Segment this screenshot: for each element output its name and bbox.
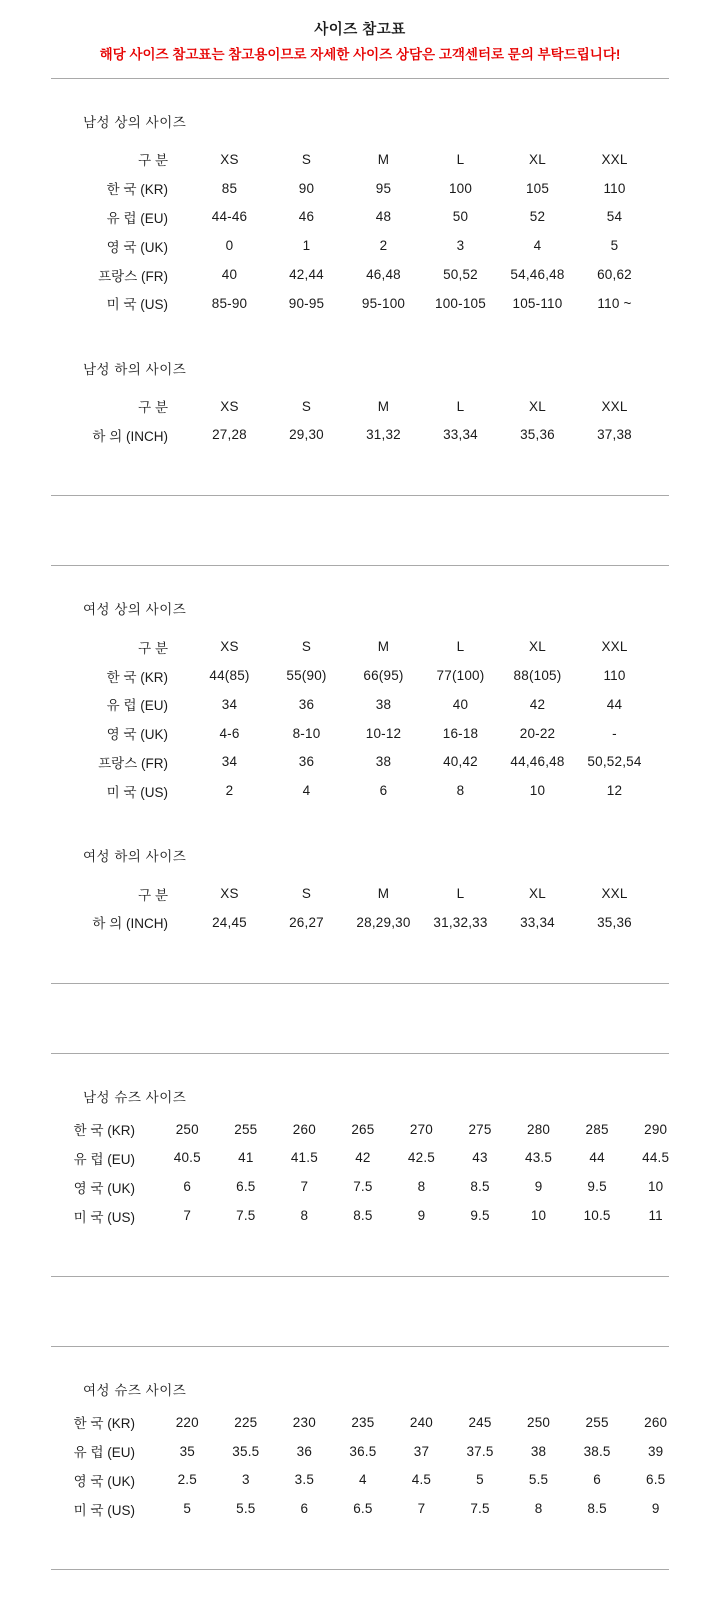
cell-value: 10 — [647, 1179, 664, 1195]
size-column-header: S — [301, 151, 312, 167]
cell-value: 42 — [355, 1150, 371, 1166]
cell-value: 5.5 — [528, 1472, 549, 1488]
section-men-tops — [51, 79, 669, 318]
cell-value: 77(100) — [436, 668, 485, 684]
cell-value: 105 — [525, 180, 550, 196]
cell-value: 34 — [221, 754, 238, 770]
table-row — [51, 719, 653, 748]
size-column-header: XS — [220, 151, 239, 167]
cell-value: 36 — [298, 696, 315, 712]
cell-value: 230 — [292, 1414, 316, 1430]
size-column-header: XL — [529, 398, 546, 414]
size-column-header: XL — [529, 151, 546, 167]
cell-value: 44,46,48 — [510, 754, 565, 770]
row-label: 미 국 (US) — [106, 297, 168, 313]
cell-value: - — [612, 725, 617, 741]
size-column-header: L — [456, 151, 465, 167]
cell-value: 50,52 — [443, 267, 478, 283]
cell-value: 39 — [647, 1443, 664, 1459]
row-label: 영 국 (UK) — [106, 727, 168, 743]
cell-value: 10 — [529, 783, 546, 799]
women-tops — [51, 632, 653, 805]
section-title: 여성 하의 사이즈 — [83, 849, 187, 865]
size-column-header: XL — [529, 886, 546, 902]
page-title: 사이즈 참고표 — [314, 22, 406, 38]
cell-value: 4-6 — [219, 725, 240, 741]
cell-value: 90-95 — [288, 295, 325, 311]
cell-value: 290 — [644, 1121, 668, 1137]
size-column-header: XS — [220, 398, 239, 414]
cell-value: 48 — [375, 209, 392, 225]
cell-value: 36.5 — [349, 1443, 377, 1459]
cell-value: 9 — [534, 1179, 543, 1195]
cell-value: 8 — [417, 1179, 426, 1195]
panel-men-shoes — [51, 1054, 669, 1230]
cell-value: 255 — [234, 1121, 258, 1137]
cell-value: 85-90 — [211, 295, 248, 311]
cell-value: 12 — [606, 783, 623, 799]
cell-value: 42,44 — [289, 267, 324, 283]
size-column-header: S — [301, 398, 312, 414]
cell-value: 36 — [296, 1443, 313, 1459]
size-column-header: XL — [529, 639, 546, 655]
header-label: 구 분 — [138, 400, 168, 416]
cell-value: 110 — [603, 180, 626, 196]
cell-value: 270 — [409, 1121, 434, 1137]
cell-value: 95-100 — [361, 295, 406, 311]
cell-value: 37,38 — [597, 427, 632, 443]
cell-value: 6.5 — [236, 1179, 256, 1195]
size-column-header: M — [377, 886, 390, 902]
section-title: 남성 상의 사이즈 — [83, 115, 187, 130]
cell-value: 275 — [468, 1121, 492, 1137]
cell-value: 0 — [225, 238, 234, 254]
size-column-header: M — [377, 639, 390, 655]
cell-value: 240 — [409, 1414, 434, 1430]
cell-value: 110 ~ — [597, 295, 632, 311]
cell-value: 35.5 — [232, 1443, 260, 1459]
cell-value: 6 — [379, 783, 388, 799]
section-women-bottoms — [51, 805, 669, 937]
table-header-row — [51, 392, 653, 421]
men-bottoms — [51, 392, 653, 450]
cell-value: 220 — [175, 1414, 199, 1430]
cell-value: 16-18 — [442, 725, 479, 741]
cell-value: 31,32,33 — [433, 914, 488, 930]
cell-value: 2 — [225, 783, 234, 799]
section-title: 남성 슈즈 사이즈 — [83, 1089, 187, 1105]
cell-value: 41.5 — [290, 1150, 318, 1166]
table-row — [51, 1408, 685, 1437]
row-label: 하 의 (INCH) — [92, 428, 168, 444]
cell-value: 8.5 — [587, 1501, 607, 1517]
cell-value: 1 — [302, 238, 311, 254]
section-title: 여성 슈즈 사이즈 — [83, 1382, 187, 1398]
table-header-row — [51, 879, 653, 908]
row-label: 한 국 (KR) — [106, 669, 168, 685]
cell-value: 5 — [183, 1501, 192, 1517]
row-label: 한 국 (KR) — [73, 1123, 135, 1139]
cell-value: 37.5 — [466, 1443, 494, 1459]
cell-value: 95 — [375, 180, 392, 196]
cell-value: 90 — [298, 180, 315, 196]
cell-value: 10-12 — [365, 725, 402, 741]
row-label: 하 의 (INCH) — [92, 916, 168, 932]
cell-value: 41 — [238, 1150, 254, 1166]
cell-value: 38 — [375, 696, 392, 712]
row-label: 유 럽 (EU) — [73, 1445, 135, 1461]
cell-value: 6.5 — [353, 1501, 373, 1517]
size-column-header: L — [456, 398, 465, 414]
cell-value: 29,30 — [289, 427, 324, 443]
header-label: 구 분 — [138, 153, 168, 169]
cell-value: 235 — [351, 1414, 375, 1430]
cell-value: 7.5 — [470, 1501, 490, 1517]
cell-value: 8.5 — [470, 1179, 490, 1195]
cell-value: 7 — [300, 1179, 309, 1195]
cell-value: 6 — [593, 1472, 601, 1488]
cell-value: 285 — [585, 1121, 609, 1137]
table-row — [51, 908, 653, 937]
table-row — [51, 1437, 685, 1466]
panel-men-apparel — [51, 79, 669, 449]
row-label: 한 국 (KR) — [73, 1416, 135, 1432]
men-shoes-table — [51, 1115, 685, 1230]
panel-women-apparel — [51, 566, 669, 936]
header-label: 구 분 — [138, 887, 168, 903]
row-label: 프랑스 (FR) — [98, 268, 168, 284]
cell-value: 50,52,54 — [587, 754, 642, 770]
cell-value: 27,28 — [212, 427, 247, 443]
row-label: 유 럽 (EU) — [73, 1151, 135, 1167]
table-row — [51, 690, 653, 719]
row-label: 영 국 (UK) — [73, 1180, 135, 1196]
cell-value: 5 — [610, 238, 619, 254]
row-label: 유 럽 (EU) — [106, 210, 168, 226]
size-column-header: XS — [220, 639, 239, 655]
cell-value: 245 — [468, 1414, 492, 1430]
cell-value: 8.5 — [353, 1208, 373, 1224]
size-column-header: XXL — [601, 151, 628, 167]
cell-value: 8 — [300, 1208, 309, 1224]
cell-value: 10 — [530, 1208, 547, 1224]
cell-value: 7 — [183, 1208, 192, 1224]
cell-value: 10.5 — [583, 1208, 611, 1224]
cell-value: 42.5 — [407, 1150, 435, 1166]
cell-value: 11 — [648, 1208, 663, 1224]
cell-value: 100-105 — [435, 295, 486, 311]
table-row — [51, 203, 653, 232]
cell-value: 9.5 — [587, 1179, 607, 1195]
cell-value: 46,48 — [366, 267, 401, 283]
cell-value: 55(90) — [286, 668, 327, 684]
cell-value: 43 — [472, 1150, 488, 1166]
section-title: 여성 상의 사이즈 — [83, 602, 187, 618]
cell-value: 105-110 — [512, 295, 563, 311]
women-bottoms — [51, 879, 653, 937]
size-column-header: XXL — [601, 886, 628, 902]
cell-value: 255 — [585, 1414, 609, 1430]
table-row — [51, 1494, 685, 1523]
cell-value: 44.5 — [642, 1150, 670, 1166]
cell-value: 28,29,30 — [356, 914, 411, 930]
cell-value: 250 — [175, 1121, 199, 1137]
cell-value: 4.5 — [411, 1472, 432, 1488]
panel-women-shoes — [51, 1347, 669, 1523]
cell-value: 88(105) — [513, 668, 562, 684]
cell-value: 6 — [183, 1179, 192, 1195]
table-row — [51, 1201, 685, 1230]
cell-value: 35 — [179, 1443, 195, 1459]
cell-value: 38.5 — [583, 1443, 611, 1459]
cell-value: 9.5 — [470, 1208, 490, 1224]
cell-value: 34 — [221, 696, 238, 712]
section-gap — [51, 496, 669, 565]
cell-value: 9 — [651, 1501, 660, 1517]
cell-value: 280 — [526, 1121, 551, 1137]
cell-value: 5.5 — [236, 1501, 256, 1517]
size-column-header: XS — [220, 886, 239, 902]
cell-value: 4 — [359, 1472, 367, 1488]
size-column-header: S — [301, 886, 312, 902]
row-label: 영 국 (UK) — [73, 1473, 135, 1489]
cell-value: 110 — [603, 668, 626, 684]
cell-value: 265 — [351, 1121, 375, 1137]
cell-value: 2 — [379, 238, 388, 254]
cell-value: 50 — [452, 209, 469, 225]
table-row — [51, 748, 653, 777]
row-label: 미 국 (US) — [73, 1209, 135, 1225]
cell-value: 46 — [298, 209, 315, 225]
section-men-shoes-table — [51, 1054, 669, 1230]
cell-value: 54,46,48 — [510, 267, 565, 283]
cell-value: 3 — [241, 1472, 250, 1488]
cell-value: 4 — [533, 238, 542, 254]
cell-value: 44 — [589, 1150, 605, 1166]
table-row — [51, 1466, 685, 1495]
size-column-header: XXL — [601, 639, 628, 655]
table-row — [51, 421, 653, 450]
size-column-header: XXL — [601, 398, 628, 414]
cell-value: 7.5 — [236, 1208, 256, 1224]
cell-value: 31,32 — [366, 427, 401, 443]
cell-value: 43.5 — [525, 1150, 553, 1166]
cell-value: 8-10 — [292, 725, 321, 741]
section-title: 남성 하의 사이즈 — [83, 361, 187, 377]
cell-value: 260 — [644, 1414, 668, 1430]
cell-value: 3.5 — [294, 1472, 315, 1488]
size-column-header: L — [456, 886, 465, 902]
size-column-header: S — [301, 639, 312, 655]
row-label: 미 국 (US) — [106, 784, 168, 800]
cell-value: 24,45 — [212, 914, 247, 930]
cell-value: 35,36 — [597, 914, 632, 930]
cell-value: 40,42 — [443, 754, 478, 770]
cell-value: 6.5 — [646, 1472, 666, 1488]
section-women-shoes-table — [51, 1347, 669, 1523]
section-women-tops — [51, 566, 669, 805]
cell-value: 260 — [292, 1121, 316, 1137]
cell-value: 42 — [529, 696, 546, 712]
cell-value: 40.5 — [173, 1150, 201, 1166]
table-row — [51, 1144, 685, 1173]
row-label: 유 럽 (EU) — [106, 698, 168, 714]
cell-value: 6 — [300, 1501, 309, 1517]
cell-value: 44 — [606, 696, 623, 712]
table-header-row — [51, 632, 653, 661]
section-gap — [51, 984, 669, 1053]
cell-value: 2.5 — [177, 1472, 197, 1488]
cell-value: 250 — [526, 1414, 551, 1430]
cell-value: 85 — [221, 180, 238, 196]
cell-value: 38 — [530, 1443, 547, 1459]
size-column-header: M — [377, 398, 390, 414]
cell-value: 8 — [456, 783, 465, 799]
cell-value: 52 — [529, 209, 546, 225]
row-label: 영 국 (UK) — [106, 239, 168, 255]
cell-value: 100 — [448, 180, 473, 196]
table-row — [51, 260, 653, 289]
cell-value: 38 — [375, 754, 392, 770]
table-row — [51, 231, 653, 260]
size-column-header: L — [456, 639, 465, 655]
cell-value: 4 — [302, 783, 311, 799]
table-row — [51, 1172, 685, 1201]
cell-value: 35,36 — [520, 427, 555, 443]
cell-value: 66(95) — [363, 668, 404, 684]
table-row — [51, 289, 653, 318]
cell-value: 26,27 — [289, 914, 324, 930]
row-label: 한 국 (KR) — [106, 182, 168, 198]
men-tops — [51, 145, 653, 318]
table-row — [51, 661, 653, 690]
cell-value: 60,62 — [597, 267, 632, 283]
cell-value: 44(85) — [209, 668, 250, 684]
header-label: 구 분 — [138, 640, 168, 656]
section-men-bottoms — [51, 318, 669, 450]
women-shoes-table — [51, 1408, 685, 1523]
divider-line — [51, 1569, 669, 1570]
table-row — [51, 1115, 685, 1144]
size-tables-container — [51, 79, 669, 1570]
cell-value: 54 — [606, 209, 623, 225]
size-guide-page — [0, 22, 720, 1590]
cell-value: 37 — [413, 1443, 430, 1459]
cell-value: 7 — [417, 1501, 426, 1517]
size-column-header: M — [377, 151, 390, 167]
table-header-row — [51, 145, 653, 174]
table-row — [51, 174, 653, 203]
cell-value: 5 — [476, 1472, 484, 1488]
page-header — [51, 22, 669, 63]
table-row — [51, 776, 653, 805]
cell-value: 7.5 — [353, 1179, 373, 1195]
notice-text: 해당 사이즈 참고표는 참고용이므로 자세한 사이즈 상담은 고객센터로 문의 부탁드립니다! — [99, 47, 621, 62]
cell-value: 44-46 — [211, 209, 248, 225]
cell-value: 40 — [452, 696, 469, 712]
row-label: 미 국 (US) — [73, 1502, 135, 1518]
section-gap — [51, 1277, 669, 1346]
cell-value: 40 — [221, 267, 238, 283]
row-label: 프랑스 (FR) — [98, 755, 168, 771]
cell-value: 3 — [456, 238, 465, 254]
cell-value: 225 — [234, 1414, 258, 1430]
cell-value: 33,34 — [520, 914, 555, 930]
cell-value: 33,34 — [443, 427, 478, 443]
cell-value: 9 — [417, 1208, 426, 1224]
cell-value: 36 — [298, 754, 315, 770]
cell-value: 20-22 — [519, 725, 556, 741]
cell-value: 8 — [534, 1501, 543, 1517]
